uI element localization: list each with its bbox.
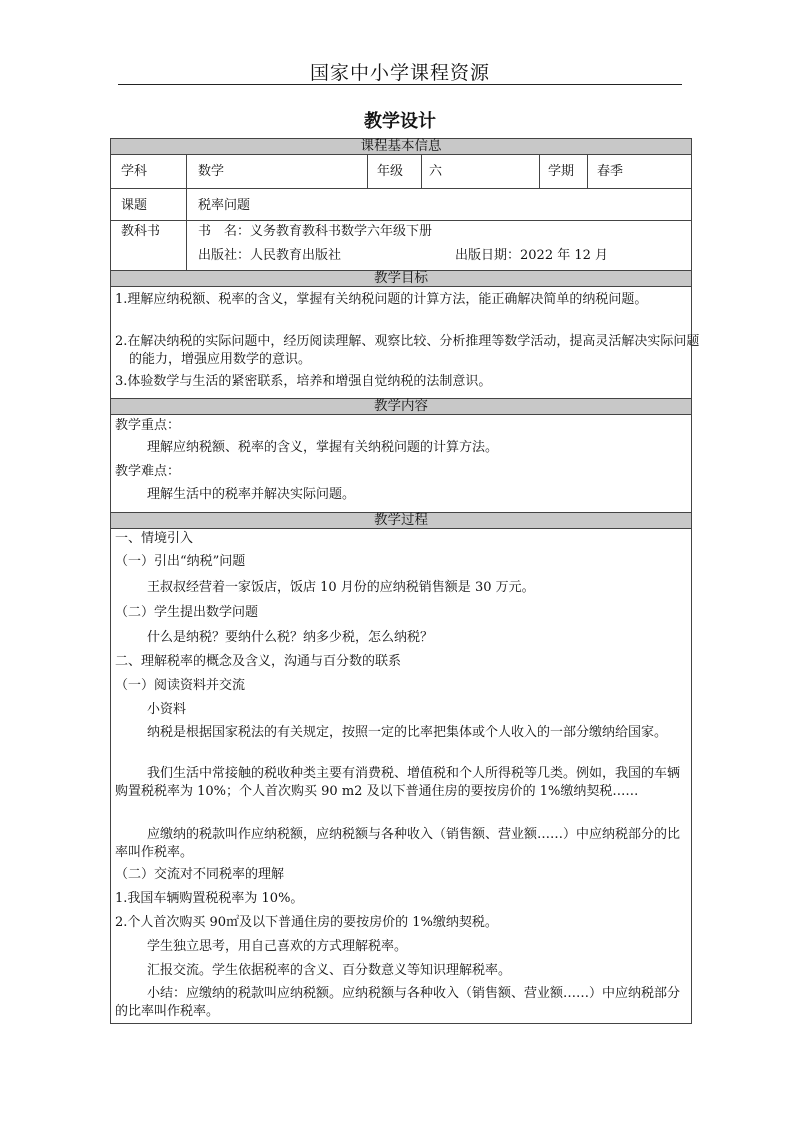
process-line: （二）学生提出数学问题 bbox=[115, 605, 259, 620]
basic-info-heading: 课程基本信息 bbox=[111, 139, 691, 155]
header-title: 国家中小学课程资源 bbox=[309, 62, 490, 84]
document-title: 教学设计 bbox=[364, 111, 436, 132]
process-line: 学生独立思考，用自己喜欢的方式理解税率。 bbox=[147, 939, 408, 954]
process-line: （二）交流对不同税率的理解 bbox=[115, 867, 285, 882]
lesson-plan-table bbox=[110, 138, 700, 1024]
process-heading: 教学过程 bbox=[111, 512, 691, 529]
objective-item: 3.体验数学与生活的紧密联系，培养和增强自觉纳税的法制意识。 bbox=[115, 374, 492, 389]
process-line: 2.个人首次购买 90㎡及以下普通住房的要按房价的 1%缴纳契税。 bbox=[115, 915, 498, 930]
difficult-point-text: 理解生活中的税率并解决实际问题。 bbox=[147, 487, 356, 502]
topic-value: 税率问题 bbox=[198, 198, 251, 213]
process-line: 什么是纳税？要纳什么税？纳多少税，怎么纳税？ bbox=[147, 630, 434, 645]
content-heading: 教学内容 bbox=[111, 398, 691, 415]
process-paragraph: 我们生活中常接触的税收种类主要有消费税、增值税和个人所得税等几类。例如，我国的车辆购置税税率为 10%；个人首次购买 90 m2 及以下普通住房的要按房价的 1%缴纳契税…… bbox=[115, 766, 681, 799]
textbook-date: 出版日期：2022 年 12 月 bbox=[455, 248, 609, 263]
process-line: 汇报交流。学生依据税率的含义、百分数意义等知识理解税率。 bbox=[147, 963, 512, 978]
grade-value: 六 bbox=[429, 164, 443, 179]
term-value: 春季 bbox=[597, 164, 624, 179]
topic-label: 课题 bbox=[121, 198, 148, 213]
key-point-label: 教学重点： bbox=[115, 418, 181, 433]
objectives-heading: 教学目标 bbox=[111, 270, 691, 287]
process-line: （一）引出“纳税”问题 bbox=[115, 554, 246, 569]
objective-item: 1.理解应纳税额、税率的含义，掌握有关纳税问题的计算方法，能正确解决简单的纳税问题。 bbox=[115, 292, 648, 307]
grade-label: 年级 bbox=[377, 164, 404, 179]
textbook-book: 书 名：义务教育教科书数学六年级下册 bbox=[198, 224, 433, 239]
process-line: （一）阅读资料并交流 bbox=[115, 678, 246, 693]
process-line: 小资料 bbox=[147, 702, 187, 717]
process-line: 二、理解税率的概念及含义，沟通与百分数的联系 bbox=[115, 654, 402, 669]
process-paragraph: 纳税是根据国家税法的有关规定，按照一定的比率把集体或个人收入的一部分缴纳给国家。 bbox=[147, 725, 668, 740]
key-point-text: 理解应纳税额、税率的含义，掌握有关纳税问题的计算方法。 bbox=[147, 440, 499, 455]
subject-value: 数学 bbox=[198, 164, 225, 179]
difficult-point-label: 教学难点： bbox=[115, 464, 181, 479]
objective-item: 2.在解决纳税的实际问题中，经历阅读理解、观察比较、分析推理等数学活动，提高灵活解决实际问题的能力，增强应用数学的意识。 bbox=[115, 334, 700, 367]
textbook-publisher: 出版社：人民教育出版社 bbox=[198, 248, 342, 263]
process-paragraph: 应缴纳的税款叫作应纳税额，应纳税额与各种收入（销售额、营业额……）中应纳税部分的比率叫作税率。 bbox=[115, 827, 681, 860]
process-line: 1.我国车辆购置税税率为 10%。 bbox=[115, 891, 304, 906]
header-divider bbox=[118, 84, 682, 85]
process-line: 王叔叔经营着一家饭店，饭店 10 月份的应纳税销售额是 30 万元。 bbox=[147, 580, 535, 595]
textbook-label: 教科书 bbox=[121, 224, 161, 239]
process-summary: 小结：应缴纳的税款叫应纳税额。应纳税额与各种收入（销售额、营业额……）中应纳税部分的比率叫作税率。 bbox=[115, 986, 681, 1019]
term-label: 学期 bbox=[548, 164, 575, 179]
process-line: 一、情境引入 bbox=[115, 531, 194, 546]
subject-label: 学科 bbox=[121, 164, 148, 179]
